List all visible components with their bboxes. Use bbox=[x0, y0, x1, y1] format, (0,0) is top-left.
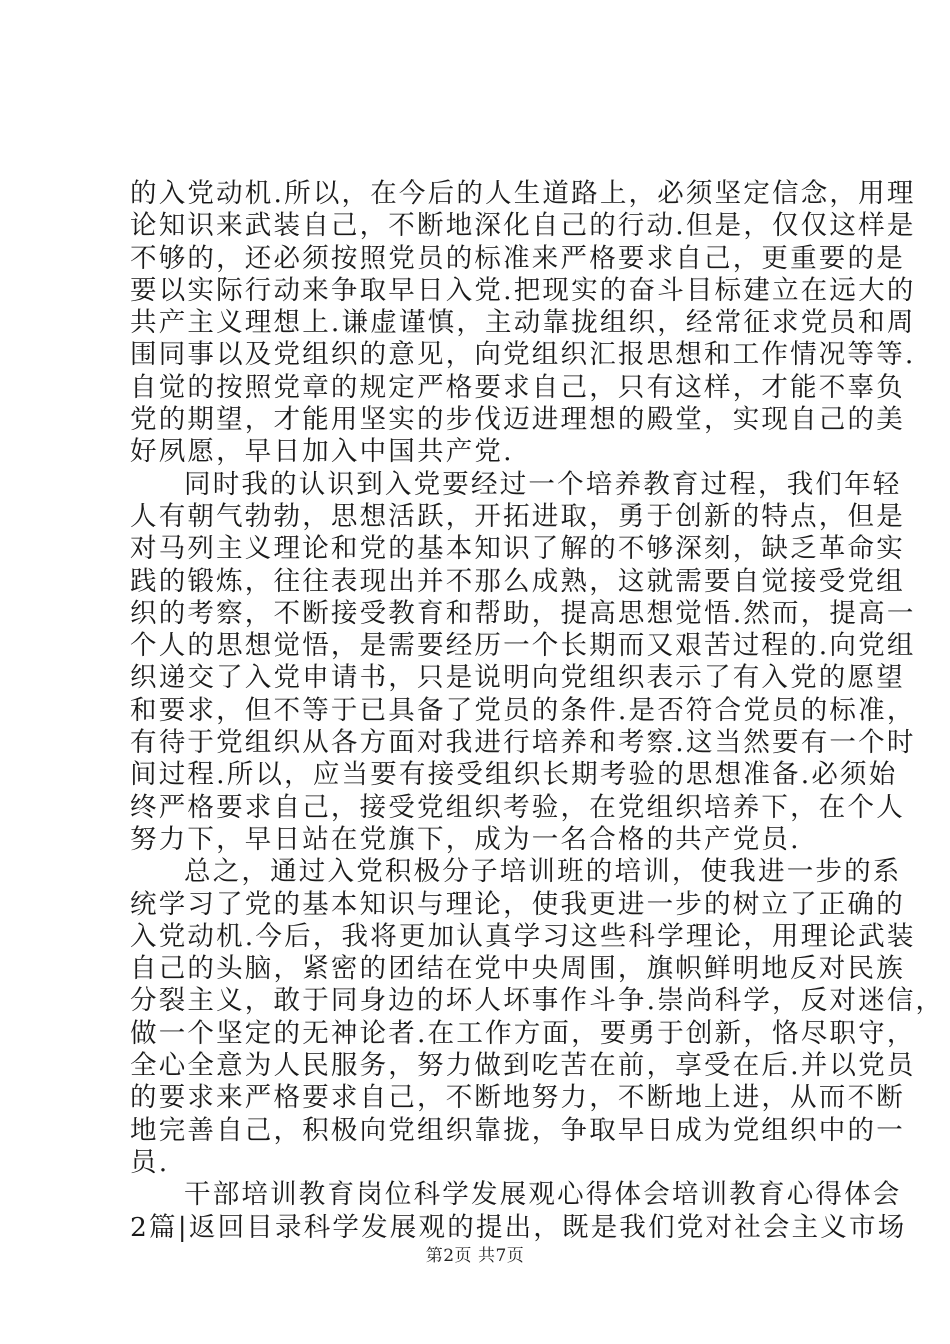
text-line: 织递交了入党申请书，只是说明向党组织表示了有入党的愿望 bbox=[130, 662, 905, 694]
text-line: 终严格要求自己，接受党组织考验，在党组织培养下，在个人 bbox=[130, 791, 905, 823]
text-line: 员. bbox=[130, 1146, 170, 1178]
text-line: 间过程.所以，应当要有接受组织长期考验的思想准备.必须始 bbox=[130, 759, 898, 791]
document-body bbox=[130, 178, 945, 1244]
text-line: 好夙愿，早日加入中国共产党. bbox=[130, 436, 514, 468]
text-line: 分裂主义，敢于同身边的坏人坏事作斗争.崇尚科学，反对迷信， bbox=[130, 985, 945, 1017]
text-line: 的要求来严格要求自己，不断地努力，不断地上进，从而不断 bbox=[130, 1082, 905, 1114]
text-line: 入党动机.今后，我将更加认真学习这些科学理论，用理论武装 bbox=[130, 920, 916, 952]
text-line: 干部培训教育岗位科学发展观心得体会培训教育心得体会 bbox=[184, 1179, 902, 1211]
text-line: 自己的头脑，紧密的团结在党中央周围，旗帜鲜明地反对民族 bbox=[130, 953, 905, 985]
text-line: 的入党动机.所以，在今后的人生道路上，必须坚定信念，用理 bbox=[130, 178, 916, 209]
paragraph bbox=[130, 856, 945, 1179]
text-line: 统学习了党的基本知识与理论，使我更进一步的树立了正确的 bbox=[130, 888, 905, 920]
text-line: 对马列主义理论和党的基本知识了解的不够深刻，缺乏革命实 bbox=[130, 533, 905, 565]
text-line: 个人的思想觉悟，是需要经历一个长期而又艰苦过程的.向党组 bbox=[130, 630, 916, 662]
text-line: 努力下，早日站在党旗下，成为一名合格的共产党员. bbox=[130, 823, 801, 855]
text-line: 党的期望，才能用坚实的步伐迈进理想的殿堂，实现自己的美 bbox=[130, 404, 905, 436]
page-footer: 第2页 共7页 bbox=[425, 1246, 525, 1266]
text-line: 同时我的认识到入党要经过一个培养教育过程，我们年轻 bbox=[184, 468, 902, 500]
text-line: 践的锻炼，往往表现出并不那么成熟，这就需要自觉接受党组 bbox=[130, 565, 905, 597]
text-line: 论知识来武装自己，不断地深化自己的行动.但是，仅仅这样是 bbox=[130, 210, 916, 242]
text-line: 总之，通过入党积极分子培训班的培训，使我进一步的系 bbox=[184, 856, 902, 888]
text-line: 人有朝气勃勃，思想活跃，开拓进取，勇于创新的特点，但是 bbox=[130, 500, 905, 532]
text-line: 和要求，但不等于已具备了党员的条件.是否符合党员的标准， bbox=[130, 694, 916, 726]
text-line: 围同事以及党组织的意见，向党组织汇报思想和工作情况等等. bbox=[130, 339, 916, 371]
text-line: 共产主义理想上.谦虚谨慎，主动靠拢组织，经常征求党员和周 bbox=[130, 307, 916, 339]
text-line: 有待于党组织从各方面对我进行培养和考察.这当然要有一个时 bbox=[130, 727, 916, 759]
paragraph bbox=[130, 468, 916, 857]
text-line: 地完善自己，积极向党组织靠拢，争取早日成为党组织中的一 bbox=[130, 1114, 905, 1146]
text-line: 做一个坚定的无神论者.在工作方面，要勇于创新，恪尽职守， bbox=[130, 1017, 916, 1049]
text-line: 不够的，还必须按照党员的标准来严格要求自己，更重要的是 bbox=[130, 242, 905, 274]
paragraph bbox=[130, 1179, 907, 1244]
text-line: 要以实际行动来争取早日入党.把现实的奋斗目标建立在远大的 bbox=[130, 274, 916, 306]
text-line: 织的考察，不断接受教育和帮助，提高思想觉悟.然而，提高一 bbox=[130, 597, 916, 629]
text-line: 全心全意为人民服务，努力做到吃苦在前，享受在后.并以党员 bbox=[130, 1050, 916, 1082]
paragraph bbox=[130, 178, 916, 469]
text-line: 2篇|返回目录科学发展观的提出，既是我们党对社会主义市场 bbox=[130, 1211, 907, 1243]
text-line: 自觉的按照党章的规定严格要求自己，只有这样，才能不辜负 bbox=[130, 371, 905, 403]
